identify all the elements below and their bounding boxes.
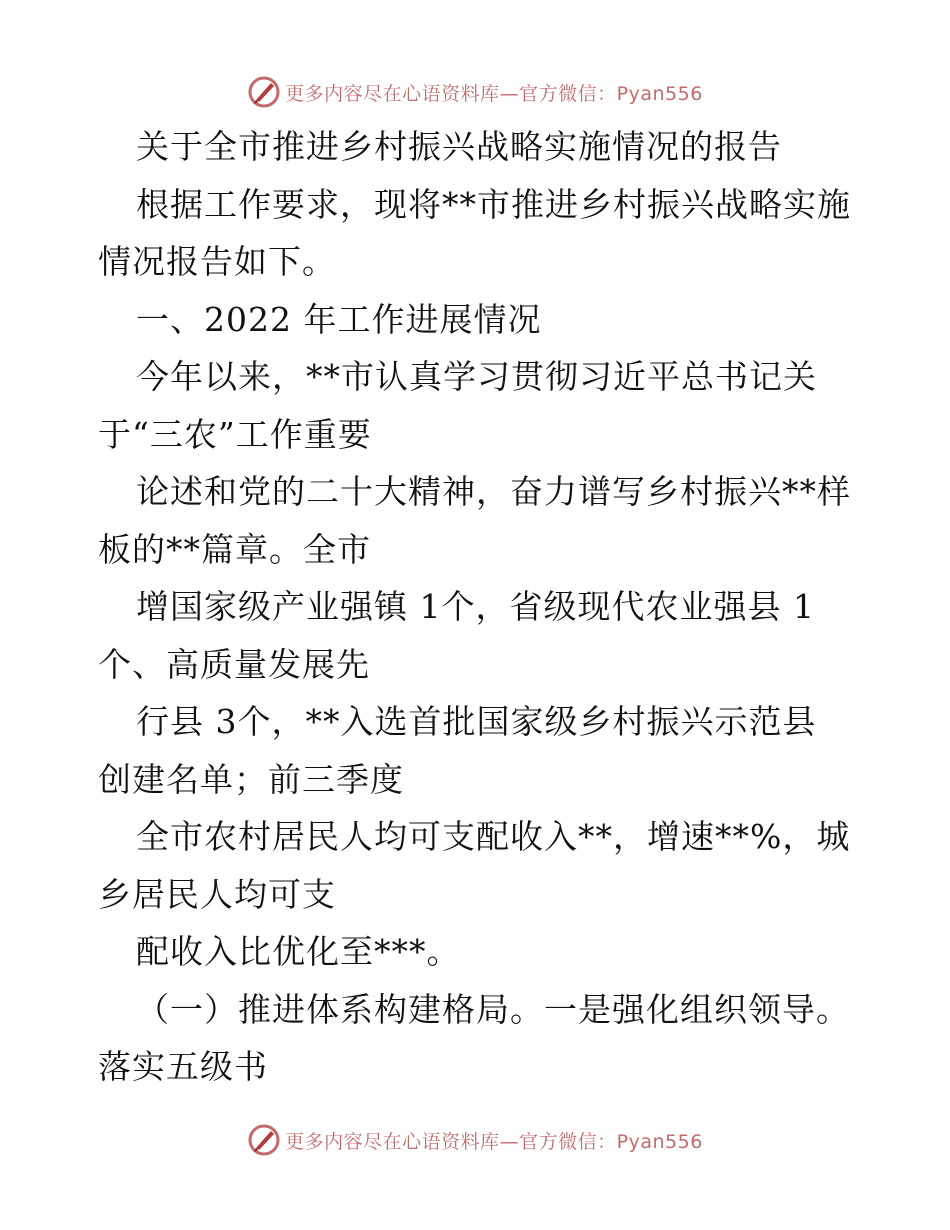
paragraph-line: 今年以来，**市认真学习贯彻习近平总书记关 [136, 357, 817, 396]
paragraph-line: 全市农村居民人均可支配收入**，增速**%，城 [136, 817, 851, 856]
paragraph-line: 论述和党的二十大精神，奋力谱写乡村振兴**样 [136, 472, 851, 511]
watermark-text: 更多内容尽在心语资料库—官方微信：Pyan556 [285, 82, 703, 105]
paragraph-line: 配收入比优化至***。 [136, 932, 461, 971]
paragraph-line: 板的**篇章。全市 [98, 529, 371, 569]
paragraph-line: 行县 3个，**入选首批国家级乡村振兴示范县 [136, 702, 817, 741]
quill-pen-circle-icon [247, 75, 281, 109]
document-title: 关于全市推进乡村振兴战略实施情况的报告 [136, 127, 782, 166]
paragraph-line: 落实五级书 [98, 1047, 268, 1086]
footer-watermark [0, 1120, 950, 1160]
paragraph-line: 增国家级产业强镇 1个，省级现代农业强县 1 [136, 587, 815, 626]
header-watermark [0, 72, 950, 112]
paragraph-line: 创建名单；前三季度 [98, 759, 404, 799]
paragraph-line: 于“三农”工作重要 [98, 414, 372, 454]
section-heading: 一、2022 年工作进展情况 [136, 299, 542, 339]
paragraph-line: 情况报告如下。 [98, 242, 336, 281]
paragraph-line: 根据工作要求，现将**市推进乡村振兴战略实施 [136, 184, 851, 224]
watermark-text: 更多内容尽在心语资料库—官方微信：Pyan556 [285, 1130, 703, 1153]
paragraph-line: 乡居民人均可支 [98, 874, 336, 914]
subsection-heading: （一）推进体系构建格局。一是强化组织领导。 [136, 989, 850, 1029]
document-body [98, 118, 858, 1096]
paragraph-line: 个、高质量发展先 [98, 644, 370, 684]
quill-pen-circle-icon [247, 1123, 281, 1157]
